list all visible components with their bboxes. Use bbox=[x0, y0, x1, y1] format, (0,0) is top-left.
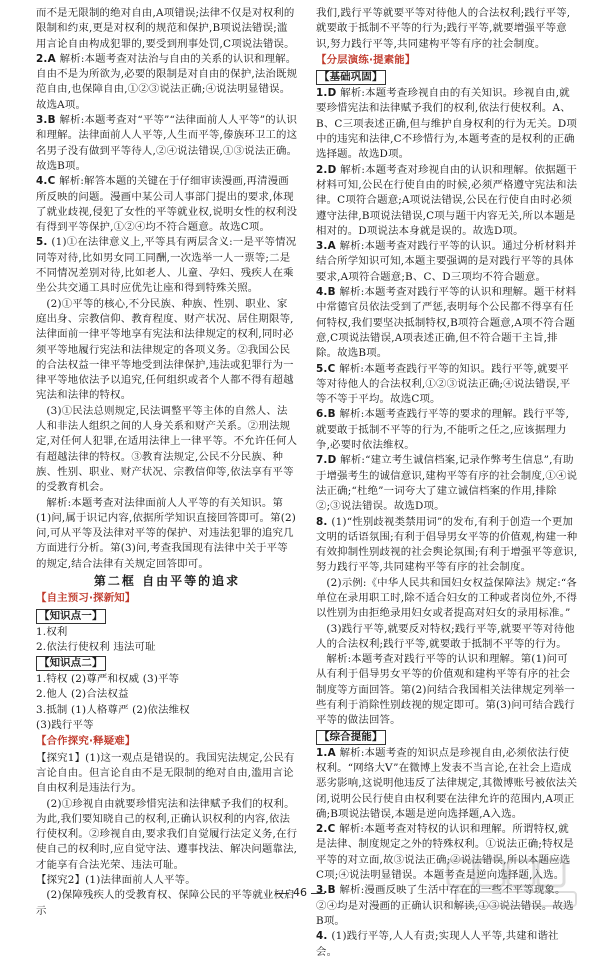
section-tag-row bbox=[316, 52, 578, 69]
section-tag: 【分层演练·提素能】 bbox=[316, 53, 416, 66]
paragraph: 而不是无限制的绝对自由,A项错误;法律不仅是对权利的限制和约束,更是对权利的规范和保护,B项说法错误;滥用言论自由构成犯罪的,要受到刑事处罚,C项说法错误。 bbox=[36, 7, 295, 50]
answer-number: 7.D bbox=[316, 454, 341, 467]
answer-text: 解析:本题考查对法治与自由的关系的认识和理解。自由不是为所欲为,必要的限制是对自由的保护,法治既规范自由,也保障自由,①②③说法正确;④说法明显错误。故选A项。 bbox=[36, 52, 298, 111]
answer-text: 解析:本题考查珍视自由的有关知识。珍视自由,就要珍惜宪法和法律赋予我们的权利,依法行使权利。A、B、C三项表述正确,但与维护自身权利的行为无关。D项中的违宪和法律,C不珍惜行为,本题考查的是权利的正确选择题。故选D项。 bbox=[316, 87, 578, 161]
answer-number: 5.C bbox=[316, 362, 340, 375]
section-tag-row bbox=[316, 729, 578, 746]
answer-text: 解析:本题考查对“平等”“法律面前人人平等”的认识和理解。法律面前人人平等,人生而平等,傣族环卫工的这名男子没有做到平等待人,②④说法错误,①③说法正确。故选B项。 bbox=[36, 114, 298, 172]
paragraph: 解析:本题考查对法律面前人人平等的有关知识。第(1)问,属于识记内容,依据所学知识直接回答即可。第(2)问,可从平等及法律对平等的保护、对违法犯罪的追究几方面进行分析。第(3)问,考查我国现有法律中关于平等的规定,结合法律有关规定回答即可。 bbox=[36, 496, 297, 570]
answer-text: 解析:本题考查践行平等的知识。践行平等,就要平等对待他人的合法权利,①②③说法正确;④说法错误,平等不等于平均。故选C项。 bbox=[316, 362, 571, 406]
paragraph: 【探究1】(1)这一观点是错误的。我国宪法规定,公民有言论自由。但言论自由不是无限制的绝对自由,滥用言论自由权利是违法行为。 bbox=[36, 751, 295, 795]
answer-item bbox=[316, 285, 578, 361]
paragraph: (2)①平等的核心,不分民族、种族、性别、职业、家庭出身、宗教信仰、教育程度、财产状况、居住期限等,法律面前一律平等地享有宪法和法律规定的权利,同时必须平等地履行宪法和法律规定的各项义务。②我国公民的合法权益一律平等地受到法律保护,违法或犯罪行为一律平等地依法予以追究,任何组织或者个人都不得有超越宪法和法律的特权。 bbox=[36, 297, 294, 402]
left-column bbox=[36, 6, 298, 919]
answer-item bbox=[36, 235, 298, 296]
answer-text: 解析:本题考查对珍视自由的认识和理解。依据题干材料可知,公民在行使自由的时候,必须严格遵守宪法和法律。C项符合题意;A项说法错误,公民在行使自由时必须遵守法律,B项说法错误,C项与题干内容无关,所以本题是相对的。D项说法本身就是误的。故选D项。 bbox=[316, 163, 578, 237]
answer-item bbox=[316, 515, 578, 576]
paragraph: 我们,践行平等就要平等对待他人的合法权利;践行平等,就要敢于抵制不平等的行为;践行平等,就要增强平等意识,努力践行平等,共同建构平等有序的社会制度。 bbox=[316, 7, 571, 50]
answer-number: 2.D bbox=[316, 163, 341, 176]
answer-text: 解析:本题考查践行平等的要求的理解。践行平等,就要敢于抵制不平等的行为,不能听之任之,应该据理力争,必要时依法维权。 bbox=[316, 408, 570, 452]
paragraph: 【探究2】(1)法律面前人人平等。 bbox=[36, 874, 196, 887]
section-tag-row bbox=[36, 733, 298, 750]
answer-number: 3.B bbox=[316, 884, 340, 897]
paragraph: 1.权利 bbox=[36, 625, 68, 638]
answer-item bbox=[316, 746, 578, 822]
watermark-logo-icon bbox=[446, 856, 596, 910]
answer-number: 1.D bbox=[316, 87, 341, 100]
answer-text: 解析:本题考查对践行平等的认识。通过分析材料并结合所学知识可知,本题主要强调的是对践行平等的具体要求,A项符合题意;B、C、D三项均不符合题意。 bbox=[316, 240, 577, 283]
answer-text: 解析:漫画反映了生活中存在的一些不平等现象。②④均是对漫画的正确认识和解读,①③说法错误。故选B项。 bbox=[316, 884, 574, 927]
answer-item bbox=[316, 86, 578, 162]
paragraph: 1.特权 (2)尊严和权威 (3)平等 bbox=[36, 673, 180, 686]
answer-number: 5. bbox=[36, 236, 52, 249]
paragraph: (2)保障残疾人的受教育权、保障公民的平等就业权启示 bbox=[36, 889, 295, 917]
answer-number: 1.A bbox=[316, 746, 340, 759]
footer-rule-right bbox=[311, 893, 325, 894]
answer-item bbox=[316, 362, 578, 408]
answer-text: (1)践行平等,人人有责;实现人人平等,共建和谐社会。 bbox=[316, 930, 559, 958]
footer-rule-left bbox=[275, 893, 289, 894]
answer-number: 2.C bbox=[316, 823, 340, 836]
section-title: 第二框 自由平等的追求 bbox=[93, 573, 241, 588]
answer-text: 解析:“建立考生诚信档案,记录作弊考生信息”,有助于增强考生的诚信意识,建构平等有序的社会制度,①④说法正确;“杜绝”一词夸大了建立诚信档案的作用,排除②;③说法错误。故选D项。 bbox=[316, 454, 578, 513]
answer-text: 解析:解答本题的关键在于仔细审读漫画,再清漫画所反映的问题。漫画中某公司人事部门提出的要求,体现了就业歧视,侵犯了女性的平等就业权,说明女性的权利没有得到平等保护,①②④均不符合题意。故选C项。 bbox=[36, 175, 298, 234]
answer-item bbox=[316, 407, 578, 453]
paragraph: 2.他人 (2)合法权益 bbox=[36, 688, 129, 701]
answer-text: 解析:本题考查对特权的认识和理解。所谓特权,就是法律、制度规定之外的特殊权利。①说法正确;特权是平等的对立面,故③说法正确;②说法错误,所以本题应选C项;④说法明显错误。本题考查是逆向选择题,入选。 bbox=[316, 823, 574, 882]
answer-number: 4.C bbox=[36, 175, 60, 188]
paragraph: (2)示例:《中华人民共和国妇女权益保障法》规定:“各单位在录用职工时,除不适合妇女的工种或者岗位外,不得以性别为由拒绝录用妇女或者提高对妇女的录用标准。” bbox=[316, 576, 578, 620]
section-tag: 【基础巩固】 bbox=[316, 70, 386, 85]
paragraph: (3)践行平等,就要反对特权;践行平等,就要平等对待他人的合法权利;践行平等,就要敢于抵制不平等的行为。 bbox=[316, 622, 575, 650]
answer-text: 解析:本题考查对践行平等的认识和理解。题干材料中常德官员依法受到了严惩,表明每个公民都不得享有任何特权,我们要坚决抵制特权,B项符合题意,A项不符合题意,C项说法错误,A项表述正确,但不符合题干主旨,排除。故选B项。 bbox=[316, 286, 577, 360]
paragraph: 3.抵制 (1)人格尊严 (2)依法维权 bbox=[36, 703, 190, 716]
answer-number: 8. bbox=[316, 515, 332, 528]
answer-item bbox=[316, 453, 578, 514]
answer-number: 3.A bbox=[316, 240, 340, 253]
answer-item bbox=[316, 929, 578, 960]
section-tag: 【知识点一】 bbox=[36, 609, 106, 624]
paragraph: (3)践行平等 bbox=[36, 719, 94, 732]
right-column bbox=[316, 6, 578, 960]
paragraph: (3)①民法总则规定,民法调整平等主体的自然人、法人和非法人组织之间的人身关系和财产关系。②刑法规定,对任何人犯罪,在适用法律上一律平等。不允许任何人有超越法律的特权。③教育法规定,公民不分民族、种族、性别、职业、财产状况、宗教信仰等,依法享有平等的受教育机会。 bbox=[36, 404, 298, 494]
paragraph: (2)①珍视自由就要珍惜宪法和法律赋予我们的权利。为此,我们要知晓自己的权利,正确认识权利的内容,依法行使权利。②珍视自由,要求我们自觉履行法定义务,在行使自己的权利时,应自觉守法、遵事找法、解决问题靠法,才能享有合法光荣、违法可耻。 bbox=[36, 797, 298, 871]
section-tag: 【综合提能】 bbox=[316, 730, 386, 745]
section-tag-row bbox=[36, 608, 298, 625]
page-number: 46 bbox=[293, 886, 307, 899]
answer-item bbox=[36, 113, 298, 174]
answer-number: 6.B bbox=[316, 408, 340, 421]
section-tag: 【合作探究·释疑难】 bbox=[36, 735, 136, 748]
paragraph: 解析:本题考查对践行平等的认识和理解。第(1)问可从有利于倡导男女平等的价值观和建构平等有序的社会制度等方面回答。第(2)问结合我国相关法律规定列举一些有利于消除性别歧视的规定即可。第(3)问可结合践行平等的做法回答。 bbox=[316, 653, 575, 727]
answer-number: 2.A bbox=[36, 52, 60, 65]
answer-number: 4.B bbox=[316, 286, 340, 299]
section-tag-row bbox=[36, 590, 298, 607]
section-tag-row bbox=[316, 69, 578, 86]
answer-text: (1)①在法律意义上,平等具有两层含义:一是平等情况同等对待,比如男女同工同酬,一次选举一人一票等;二是不同情况差别对待,比如老人、儿童、孕妇、残疾人在乘坐公共交通工具时应优先让座和得到特殊关照。 bbox=[36, 236, 297, 295]
answer-number: 3.B bbox=[36, 114, 60, 127]
paragraph: 2.依法行使权利 违法可耻 bbox=[36, 640, 156, 653]
answer-item bbox=[36, 174, 298, 235]
answer-text: (1)“性别歧视类禁用词”的发布,有利于创造一个更加文明的话语氛围;有利于倡导男女平等的价值观,构建一种有效抑制性别歧视的社会舆论氛围;有利于增强平等意识,努力践行平等,共同建构平等有序的社会制度。 bbox=[316, 515, 578, 574]
answer-text: 解析:本题考查的知识点是珍视自由,必须依法行使权利。“网络大V”在微博上发表不当言论,在社会上造成恶劣影响,这说明他违反了法律规定,其微博账号被依法关闭,说明公民行使自由权利要在法律允许的范围内,A项正确;B项说法错误,本题是逆向选择题,A入选。 bbox=[316, 746, 578, 820]
section-tag: 【知识点二】 bbox=[36, 656, 106, 671]
section-tag-row bbox=[36, 655, 298, 672]
answer-number: 4. bbox=[316, 930, 332, 943]
answer-item bbox=[316, 163, 578, 239]
answer-item bbox=[36, 52, 298, 113]
section-tag: 【自主预习·探新知】 bbox=[36, 592, 136, 605]
answer-item bbox=[316, 239, 578, 285]
